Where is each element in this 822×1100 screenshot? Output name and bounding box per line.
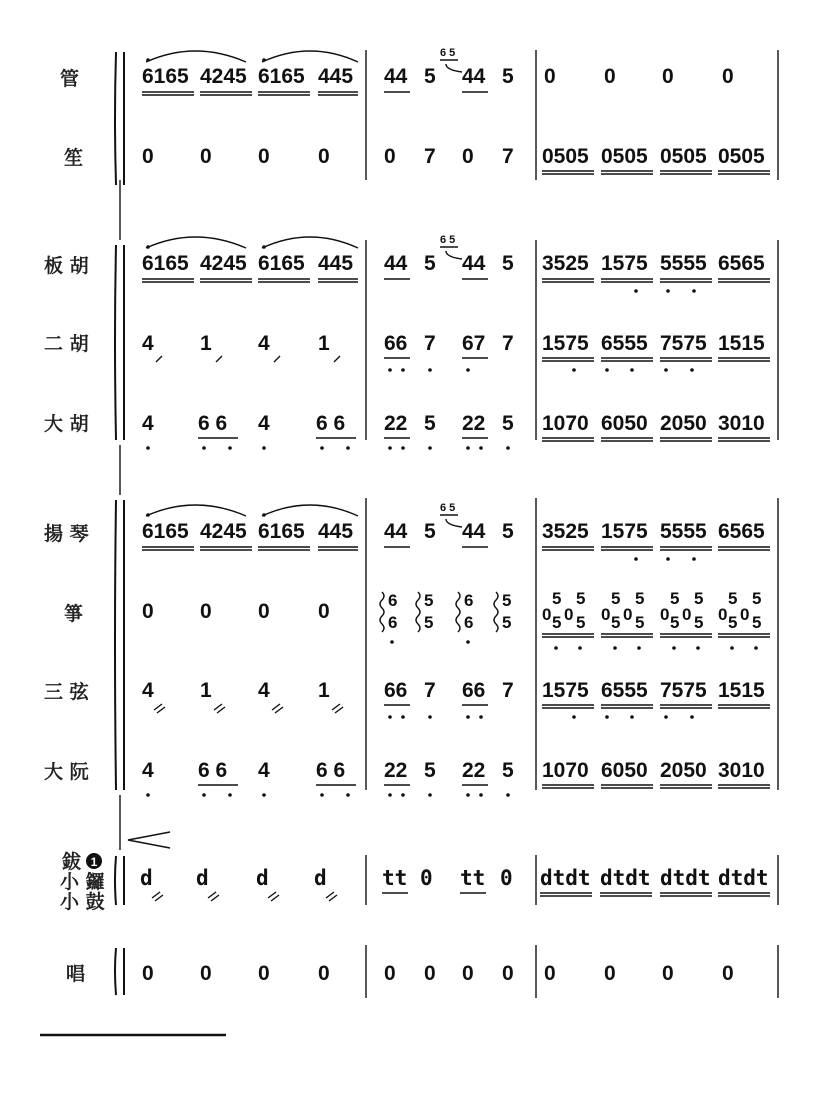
chord-bottom: 6 xyxy=(388,613,398,632)
svg-text:0: 0 xyxy=(660,605,670,624)
label-yangqin: 揚 琴 xyxy=(44,523,89,545)
note-pair: 6 6 xyxy=(198,759,228,782)
note-group: 3525 xyxy=(542,252,589,275)
note-group: 4245 xyxy=(200,252,247,275)
rest: 0 xyxy=(258,145,270,168)
svg-text:5: 5 xyxy=(670,589,680,608)
rest: 0 xyxy=(424,962,436,985)
note-group: 5 xyxy=(502,520,514,543)
rest: 0 xyxy=(544,65,556,88)
svg-text:5: 5 xyxy=(611,613,621,632)
zheng-m3-figure xyxy=(718,589,761,632)
chord-top: 6 xyxy=(464,591,474,610)
note-group: 1575 xyxy=(542,332,589,355)
chord-top: 5 xyxy=(502,591,512,610)
note-group: 3525 xyxy=(542,520,589,543)
note-group: 67 xyxy=(462,332,486,355)
note-group: 5555 xyxy=(660,520,707,543)
perc-note: 0 xyxy=(420,866,433,890)
note-group: 44 xyxy=(462,65,486,88)
row-percussion xyxy=(140,866,770,901)
perc-note: 0 xyxy=(500,866,513,890)
note-group: 6555 xyxy=(601,679,648,702)
rest: 0 xyxy=(604,962,616,985)
row-chang xyxy=(142,962,734,985)
note-group: 22 xyxy=(462,759,486,782)
note-group: 4245 xyxy=(200,65,247,88)
rest: 0 xyxy=(200,145,212,168)
svg-text:5: 5 xyxy=(635,589,645,608)
note-group: 44 xyxy=(462,520,486,543)
note-group: 6050 xyxy=(601,759,648,782)
arpeggio-mark xyxy=(494,592,498,632)
chord-top: 5 xyxy=(424,591,434,610)
perc-note-group: dtdt xyxy=(718,866,769,890)
svg-text:0: 0 xyxy=(601,605,611,624)
note-group: 445 xyxy=(318,520,354,543)
grace-notes: 6 5 xyxy=(440,234,456,246)
perc-note-group: tt xyxy=(460,866,486,890)
tremolo-marks xyxy=(156,356,340,362)
chord-bottom: 5 xyxy=(424,613,434,632)
arpeggio-mark xyxy=(456,592,460,632)
svg-text:5: 5 xyxy=(552,613,562,632)
note-group: 66 xyxy=(462,679,486,702)
slur xyxy=(262,51,358,62)
arpeggio-mark xyxy=(380,592,384,632)
rest: 0 xyxy=(384,962,396,985)
zheng-m3-figure xyxy=(542,589,585,632)
rest: 0 xyxy=(200,600,212,623)
note: 4 xyxy=(258,332,270,355)
note-group: 445 xyxy=(318,65,354,88)
svg-text:5: 5 xyxy=(694,613,704,632)
note: 7 xyxy=(424,145,436,168)
note-pair: 6 6 xyxy=(198,412,228,435)
label-sanxian: 三 弦 xyxy=(44,681,89,703)
note: 5 xyxy=(502,759,514,782)
svg-text:0: 0 xyxy=(740,605,750,624)
note-group: 1070 xyxy=(542,759,589,782)
note: 5 xyxy=(502,412,514,435)
label-banhu: 板 胡 xyxy=(44,255,89,277)
label-chang: 唱 xyxy=(66,963,86,985)
note-group: 1070 xyxy=(542,412,589,435)
row-zheng xyxy=(142,589,770,650)
note-group: 1575 xyxy=(601,520,648,543)
tremolo-marks xyxy=(154,704,343,713)
note-group: 3010 xyxy=(718,412,765,435)
row-sheng xyxy=(142,145,770,174)
rest: 0 xyxy=(462,962,474,985)
note: 0 xyxy=(384,145,396,168)
rest: 0 xyxy=(258,962,270,985)
chord-bottom: 6 xyxy=(464,613,474,632)
rest: 0 xyxy=(722,962,734,985)
note: 4 xyxy=(258,679,270,702)
note-group: 4245 xyxy=(200,520,247,543)
note: 7 xyxy=(424,679,436,702)
perc-note: d xyxy=(314,866,327,890)
perc-mark-number: 1 xyxy=(90,855,98,869)
perc-note: d xyxy=(140,866,153,890)
rest: 0 xyxy=(142,600,154,623)
note: 7 xyxy=(502,332,514,355)
note: 4 xyxy=(142,679,154,702)
note-group: 1515 xyxy=(718,332,765,355)
note: 4 xyxy=(142,759,154,782)
note-group: 5 xyxy=(502,65,514,88)
note-group: 6165 xyxy=(142,65,189,88)
decrescendo-hairpin xyxy=(128,832,170,848)
row-sanxian xyxy=(142,679,770,719)
svg-text:0: 0 xyxy=(564,605,574,624)
note-group: 44 xyxy=(384,252,408,275)
note-group: 1575 xyxy=(542,679,589,702)
perc-note-group: dtdt xyxy=(660,866,711,890)
perc-note-group: dtdt xyxy=(600,866,651,890)
note-group: 5 xyxy=(424,520,436,543)
note-group: 7575 xyxy=(660,332,707,355)
svg-text:5: 5 xyxy=(728,613,738,632)
rest: 0 xyxy=(318,145,330,168)
note-group: 2050 xyxy=(660,412,707,435)
grace-notes: 6 5 xyxy=(440,47,456,59)
svg-text:0: 0 xyxy=(542,605,552,624)
label-daruan: 大 阮 xyxy=(44,761,89,783)
row-dahu xyxy=(142,412,770,450)
note-pair: 6 6 xyxy=(316,759,346,782)
rest: 0 xyxy=(722,65,734,88)
rest: 0 xyxy=(258,600,270,623)
label-guan: 管 xyxy=(60,68,80,90)
note-group: 5 xyxy=(502,252,514,275)
note-group: 44 xyxy=(384,65,408,88)
row-guan xyxy=(142,47,734,95)
note-group: 2050 xyxy=(660,759,707,782)
svg-text:5: 5 xyxy=(752,589,762,608)
svg-text:5: 5 xyxy=(576,589,586,608)
note: 1 xyxy=(200,332,212,355)
note-group: 6555 xyxy=(601,332,648,355)
rest: 0 xyxy=(502,962,514,985)
note-group: 0505 xyxy=(601,145,648,168)
tremolo-marks xyxy=(152,892,337,901)
svg-text:5: 5 xyxy=(552,589,562,608)
note-group: 445 xyxy=(318,252,354,275)
note: 7 xyxy=(502,679,514,702)
note-group: 0505 xyxy=(718,145,765,168)
chord-bottom: 5 xyxy=(502,613,512,632)
note: 4 xyxy=(142,332,154,355)
perc-note: d xyxy=(196,866,209,890)
note-group: 7575 xyxy=(660,679,707,702)
rest: 0 xyxy=(544,962,556,985)
note: 7 xyxy=(424,332,436,355)
perc-note-group: tt xyxy=(382,866,408,890)
label-perc-bo: 鈸 xyxy=(62,851,82,873)
note-group: 22 xyxy=(462,412,486,435)
rest: 0 xyxy=(318,962,330,985)
note-group: 6165 xyxy=(258,65,305,88)
svg-text:5: 5 xyxy=(728,589,738,608)
note: 5 xyxy=(424,759,436,782)
svg-text:5: 5 xyxy=(635,613,645,632)
label-zheng: 箏 xyxy=(64,603,84,625)
note-group: 6050 xyxy=(601,412,648,435)
note-group: 6565 xyxy=(718,520,765,543)
svg-text:5: 5 xyxy=(752,613,762,632)
svg-text:5: 5 xyxy=(694,589,704,608)
note-pair: 6 6 xyxy=(316,412,346,435)
svg-text:5: 5 xyxy=(576,613,586,632)
note-group: 6165 xyxy=(142,520,189,543)
note: 4 xyxy=(142,412,154,435)
rest: 0 xyxy=(662,962,674,985)
arpeggio-mark xyxy=(416,592,420,632)
rest: 0 xyxy=(142,145,154,168)
row-daruan xyxy=(142,759,770,797)
note-group: 5 xyxy=(424,252,436,275)
note: 7 xyxy=(502,145,514,168)
row-banhu xyxy=(142,234,770,293)
perc-note-group: dtdt xyxy=(540,866,591,890)
note-group: 1515 xyxy=(718,679,765,702)
label-perc-xiaogu: 小 鼓 xyxy=(60,891,105,913)
system-brackets xyxy=(115,52,124,995)
svg-text:0: 0 xyxy=(718,605,728,624)
slur xyxy=(146,51,246,62)
rest: 0 xyxy=(318,600,330,623)
note-group: 6165 xyxy=(142,252,189,275)
grace-notes: 6 5 xyxy=(440,502,456,514)
note-group: 66 xyxy=(384,332,408,355)
note-group: 66 xyxy=(384,679,408,702)
note: 4 xyxy=(258,412,270,435)
svg-text:0: 0 xyxy=(623,605,633,624)
rest: 0 xyxy=(142,962,154,985)
row-erhu xyxy=(142,332,770,372)
note: 4 xyxy=(258,759,270,782)
label-sheng: 笙 xyxy=(64,147,84,169)
note-group: 22 xyxy=(384,412,408,435)
chord-top: 6 xyxy=(388,591,398,610)
note-group: 1575 xyxy=(601,252,648,275)
note-group: 0505 xyxy=(542,145,589,168)
note: 1 xyxy=(318,332,330,355)
note: 1 xyxy=(318,679,330,702)
rest: 0 xyxy=(604,65,616,88)
note: 0 xyxy=(462,145,474,168)
note-group: 44 xyxy=(384,520,408,543)
zheng-m3-figure xyxy=(601,589,644,632)
note-group: 44 xyxy=(462,252,486,275)
note-group: 0505 xyxy=(660,145,707,168)
svg-text:5: 5 xyxy=(611,589,621,608)
row-yangqin xyxy=(142,502,770,561)
note-group: 5 xyxy=(424,65,436,88)
rest: 0 xyxy=(662,65,674,88)
note-group: 6565 xyxy=(718,252,765,275)
note: 5 xyxy=(424,412,436,435)
note-group: 5555 xyxy=(660,252,707,275)
perc-note: d xyxy=(256,866,269,890)
rest: 0 xyxy=(200,962,212,985)
note-group: 6165 xyxy=(258,252,305,275)
label-perc-xiaoluo: 小 鑼 xyxy=(60,871,105,893)
zheng-m3-figure xyxy=(660,589,703,632)
note: 1 xyxy=(200,679,212,702)
note-group: 3010 xyxy=(718,759,765,782)
label-erhu: 二 胡 xyxy=(44,333,89,355)
note-group: 22 xyxy=(384,759,408,782)
label-dahu: 大 胡 xyxy=(44,413,89,435)
svg-text:0: 0 xyxy=(682,605,692,624)
note-group: 6165 xyxy=(258,520,305,543)
svg-text:5: 5 xyxy=(670,613,680,632)
